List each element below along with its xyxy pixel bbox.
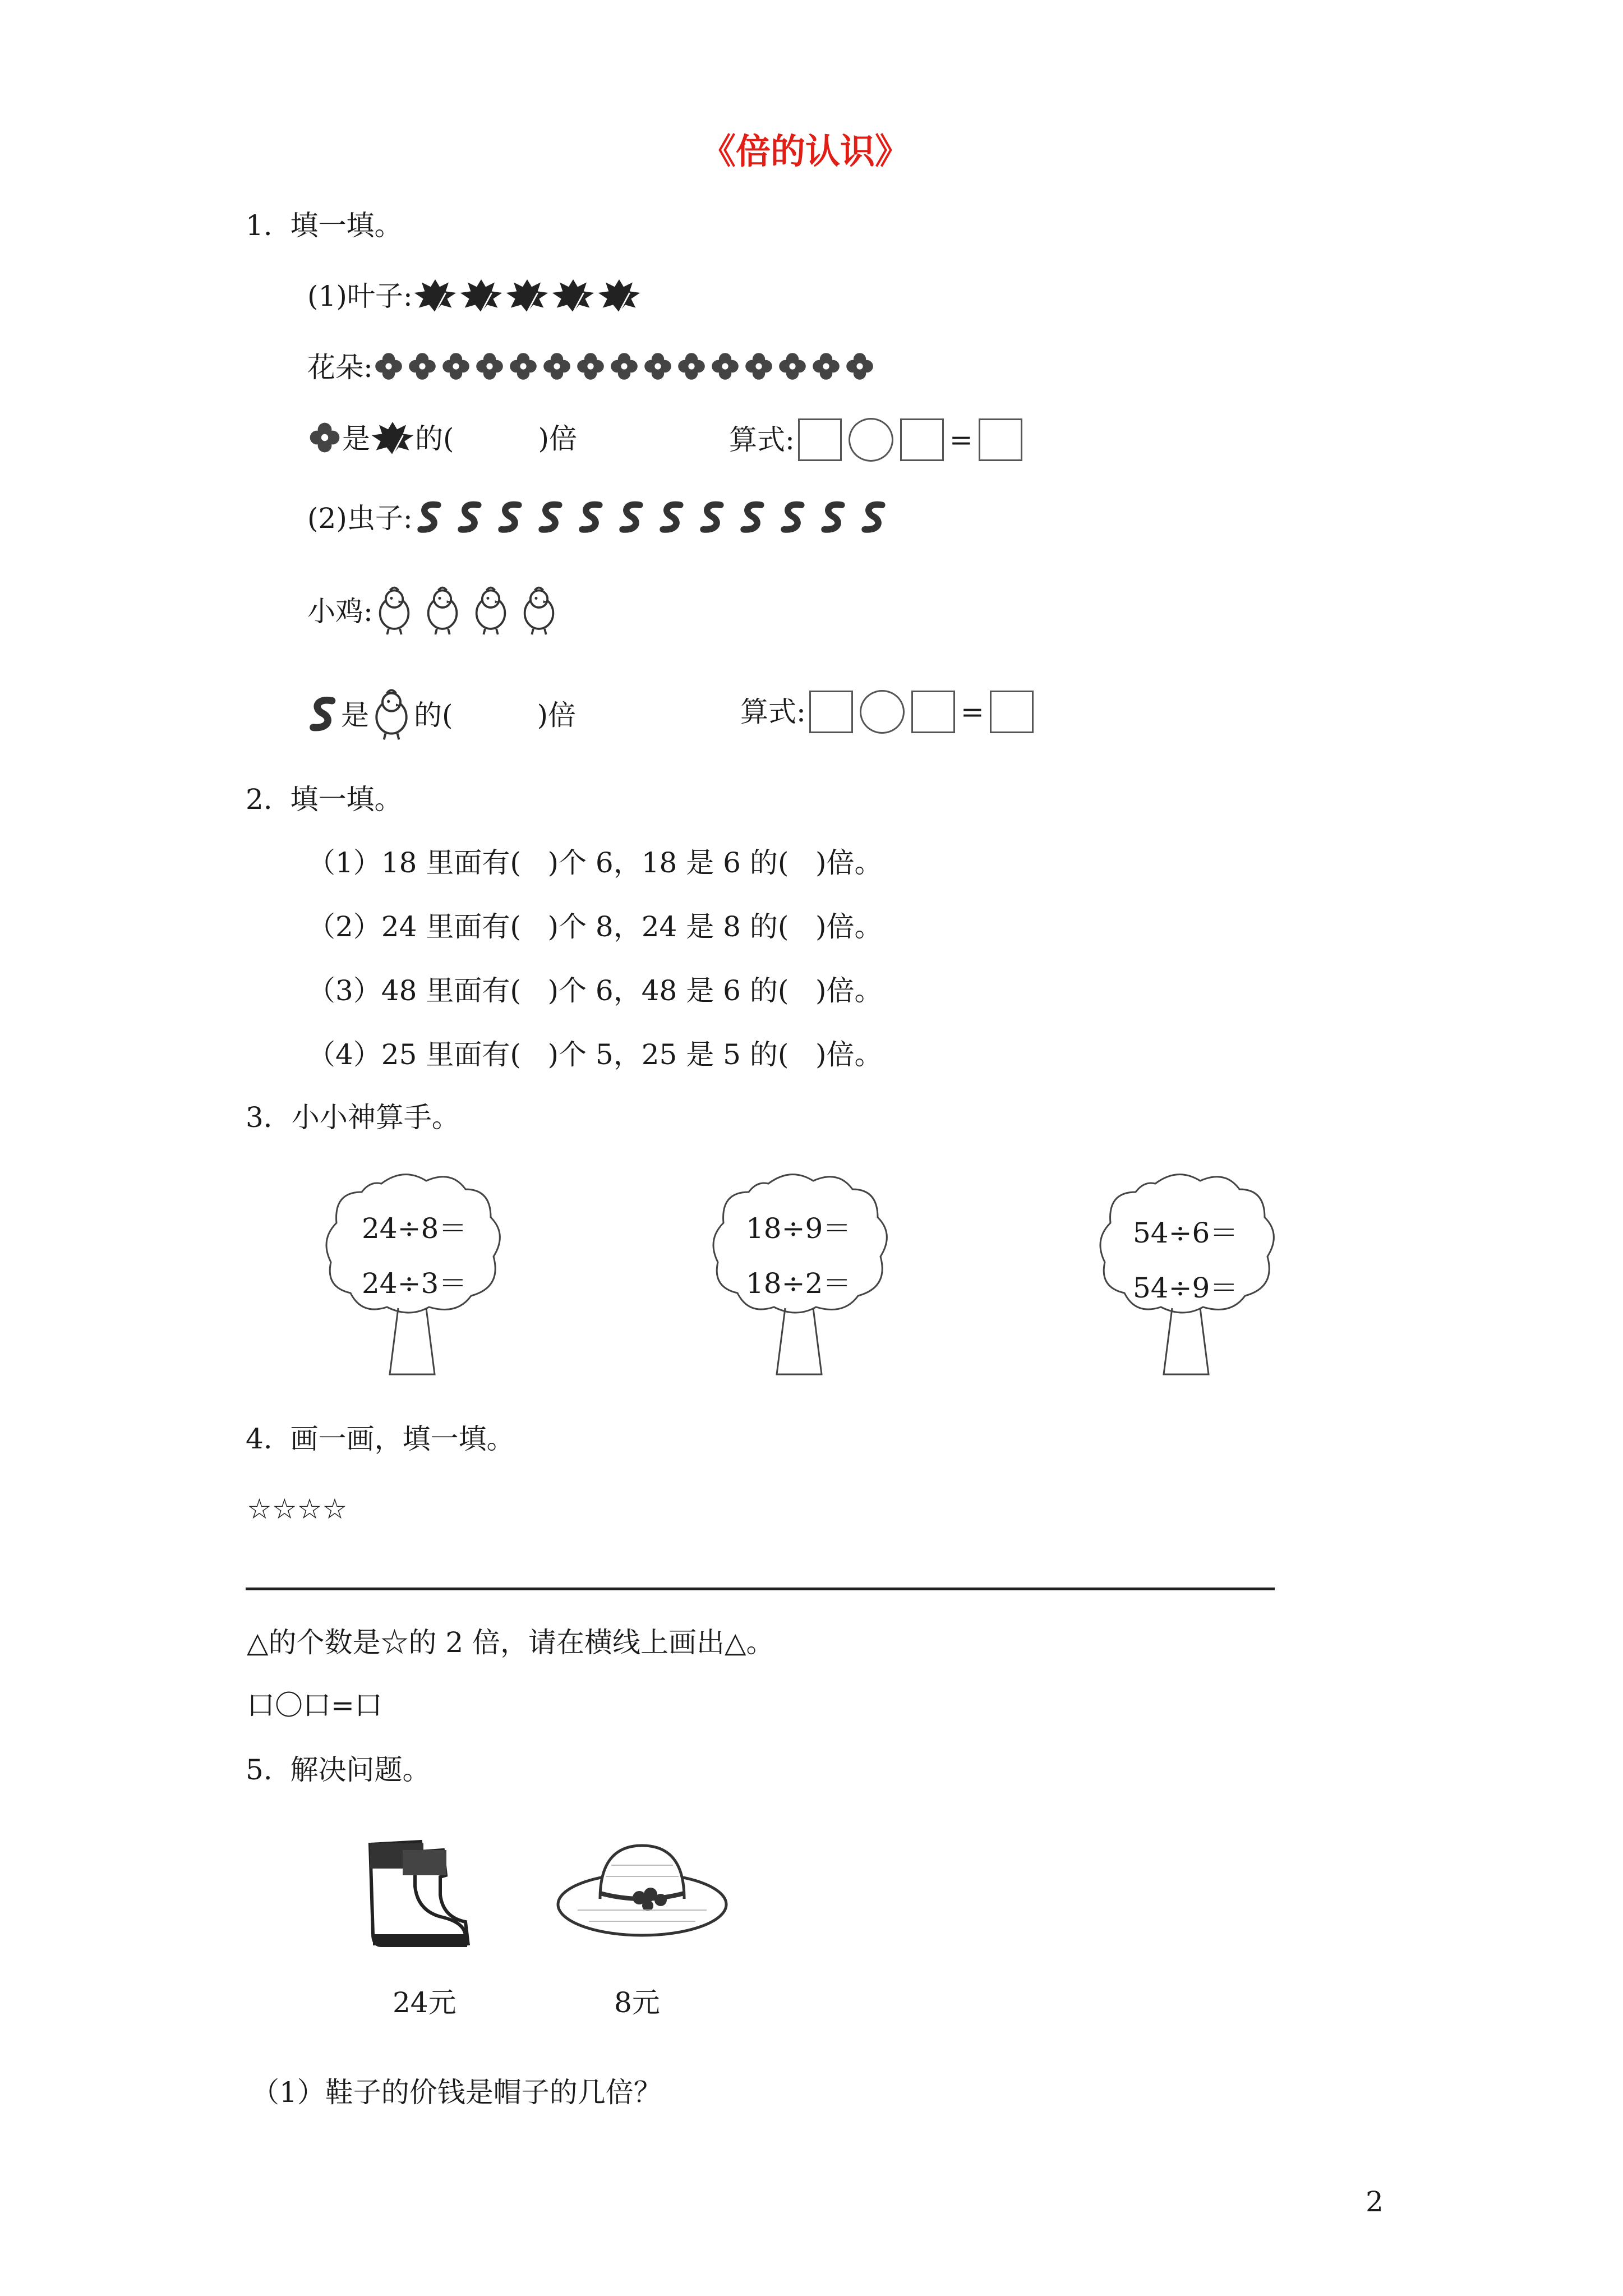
times-text: )倍	[537, 699, 577, 731]
flower-icon	[407, 351, 438, 384]
flower-icon	[676, 351, 707, 384]
equals-sign: =	[949, 424, 973, 456]
q2-item: （1）18 里面有( )个 6，18 是 6 的( )倍。	[307, 846, 883, 879]
q1-flower-row	[307, 351, 878, 384]
leaf-icon	[370, 418, 415, 459]
q1-chick-row	[307, 583, 566, 639]
chick-icon	[421, 583, 464, 639]
is-text: 是	[342, 422, 370, 455]
flower-icon	[575, 351, 606, 384]
leaf-icon	[597, 275, 642, 318]
flower-icon	[844, 351, 875, 384]
page-title: 《倍的认识》	[701, 131, 910, 172]
flower-icon	[777, 351, 808, 384]
answer-box[interactable]	[798, 418, 842, 461]
flower-icon	[810, 351, 842, 384]
flower-icon	[541, 351, 573, 384]
equals-sign: =	[960, 696, 984, 728]
drawing-line[interactable]	[246, 1588, 1275, 1590]
chick-label: 小鸡:	[307, 595, 373, 628]
division-equation: 54÷9＝	[1133, 1272, 1238, 1304]
formula-label: 算式:	[729, 424, 795, 456]
division-equation: 54÷6＝	[1133, 1217, 1238, 1249]
q3-heading: 3．小小神算手。	[246, 1101, 460, 1134]
tree-card	[707, 1167, 897, 1391]
division-equation: 24÷8＝	[362, 1212, 467, 1245]
worm-icon	[453, 499, 489, 537]
q1-worm-row	[307, 499, 897, 537]
q2-item: （4）25 里面有( )个 5，25 是 5 的( )倍。	[307, 1038, 883, 1071]
q4-instruction: △的个数是☆的 2 倍，请在横线上画出△。	[247, 1626, 774, 1659]
answer-box[interactable]	[979, 418, 1022, 461]
q1-part1-question	[307, 418, 577, 459]
flower-icon	[642, 351, 674, 384]
worm-icon	[655, 499, 691, 537]
of-text: 的(	[415, 422, 454, 455]
flower-icon	[440, 351, 472, 384]
worm-group	[413, 499, 897, 537]
q2-item: （3）48 里面有( )个 6，48 是 6 的( )倍。	[307, 974, 883, 1007]
q4-formula: 口〇口=口	[247, 1689, 382, 1722]
worm-icon	[574, 499, 610, 537]
q1-part1-formula	[729, 418, 1026, 462]
q2-heading: 2. 填一填。	[246, 783, 403, 816]
answer-blank[interactable]	[454, 422, 538, 455]
flower-icon	[307, 420, 342, 457]
flower-icon	[474, 351, 505, 384]
q4-heading: 4. 画一画，填一填。	[246, 1423, 515, 1455]
flower-icon	[373, 351, 404, 384]
answer-box[interactable]	[911, 691, 955, 733]
answer-blank[interactable]	[453, 698, 537, 732]
hat-icon	[555, 1832, 729, 1946]
leaf-icon	[551, 275, 596, 318]
q1-heading: 1. 填一填。	[246, 209, 403, 242]
boots-icon	[359, 1833, 477, 1953]
page-number: 2	[1366, 2185, 1384, 2218]
chick-icon	[369, 687, 414, 743]
q5-heading: 5. 解决问题。	[246, 1754, 431, 1786]
chick-icon	[373, 583, 416, 639]
answer-box[interactable]	[809, 691, 853, 733]
flower-group	[373, 351, 878, 384]
leaf-icon	[459, 275, 504, 318]
q1-part2-question	[307, 687, 576, 743]
formula-label: 算式:	[740, 696, 806, 728]
division-equation: 18÷2＝	[746, 1267, 851, 1300]
q1-part2-formula	[740, 690, 1037, 734]
division-equation: 24÷3＝	[362, 1267, 467, 1300]
operator-circle[interactable]	[860, 690, 905, 734]
answer-box[interactable]	[990, 691, 1034, 733]
worm-icon	[736, 499, 772, 537]
leaf-label: (1)叶子:	[307, 280, 413, 312]
worm-icon	[413, 499, 449, 537]
worm-label: (2)虫子:	[307, 502, 413, 535]
worm-icon	[307, 694, 341, 736]
worm-icon	[776, 499, 812, 537]
leaf-group	[413, 275, 643, 318]
answer-box[interactable]	[900, 418, 944, 461]
worm-icon	[817, 499, 852, 537]
is-text: 是	[341, 699, 369, 731]
q5-question: （1）鞋子的价钱是帽子的几倍？	[251, 2076, 662, 2109]
worm-icon	[695, 499, 731, 537]
q2-item: （2）24 里面有( )个 8，24 是 8 的( )倍。	[307, 910, 883, 943]
times-text: )倍	[538, 422, 578, 455]
tree-card	[1094, 1167, 1284, 1391]
hat-price: 8元	[614, 1986, 660, 2019]
leaf-icon	[413, 275, 458, 318]
worm-icon	[615, 499, 651, 537]
division-equation: 18÷9＝	[746, 1212, 851, 1245]
flower-icon	[709, 351, 741, 384]
chick-icon	[469, 583, 512, 639]
boots-price: 24元	[393, 1986, 457, 2019]
chick-icon	[518, 583, 560, 639]
flower-label: 花朵:	[307, 351, 373, 384]
chick-group	[373, 583, 566, 639]
flower-icon	[743, 351, 774, 384]
operator-circle[interactable]	[849, 418, 893, 462]
flower-icon	[608, 351, 640, 384]
leaf-icon	[505, 275, 550, 318]
worm-icon	[534, 499, 570, 537]
star-row: ☆☆☆☆	[247, 1493, 348, 1525]
q1-leaf-row	[307, 275, 643, 318]
worm-icon	[494, 499, 529, 537]
worm-icon	[857, 499, 893, 537]
tree-card	[320, 1167, 510, 1391]
flower-icon	[508, 351, 539, 384]
of-text: 的(	[414, 699, 453, 731]
